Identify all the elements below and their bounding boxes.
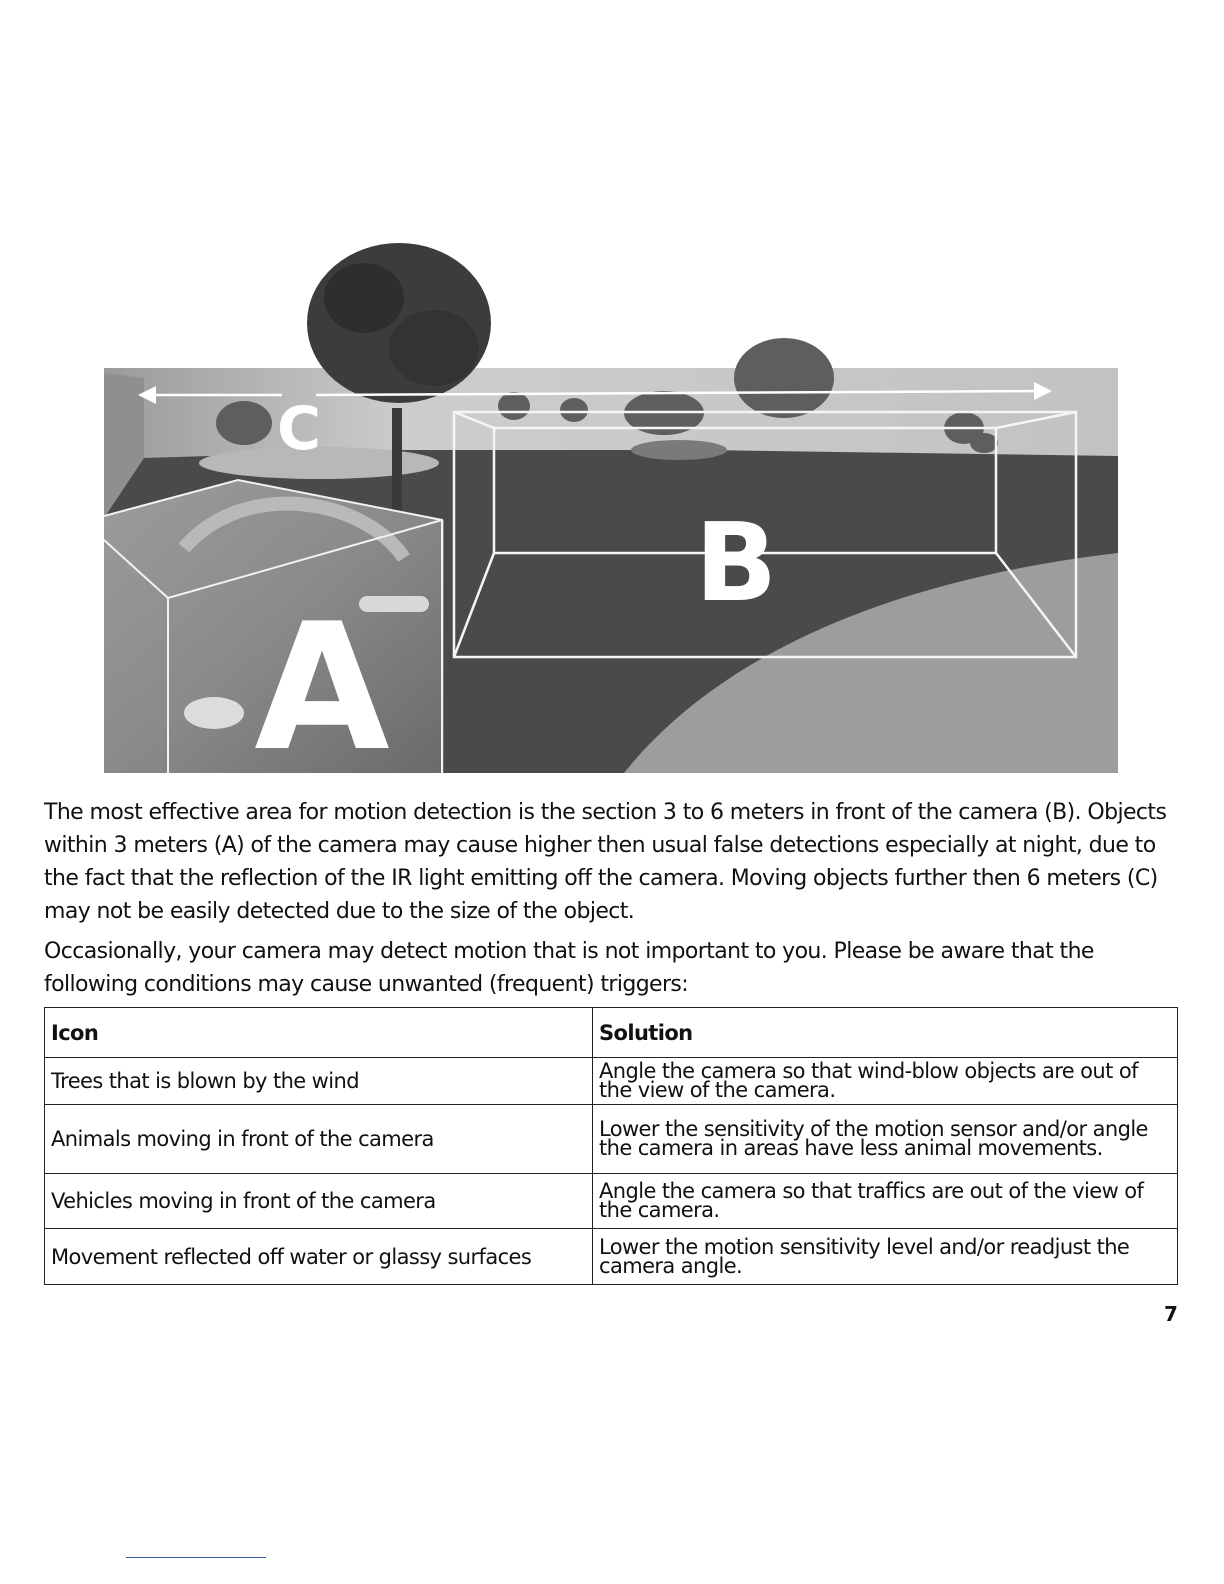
condition-cell: Animals moving in front of the camera: [45, 1105, 593, 1174]
solution-cell: Angle the camera so that wind-blow objects are out of the view of the camera.: [593, 1058, 1178, 1105]
condition-cell: Movement reflected off water or glassy surfaces: [45, 1229, 593, 1285]
table-header-row: [45, 1008, 1178, 1058]
condition-cell: Vehicles moving in front of the camera: [45, 1174, 593, 1229]
zone-b-label: B: [694, 501, 778, 626]
page-number: 7: [1164, 1302, 1178, 1326]
icon-column-header: Icon: [45, 1008, 593, 1058]
solution-cell: Lower the motion sensitivity level and/or readjust the camera angle.: [593, 1229, 1178, 1285]
condition-cell: Trees that is blown by the wind: [45, 1058, 593, 1105]
unwanted-triggers-paragraph: Occasionally, your camera may detect motion that is not important to you. Please be aware that the following conditions may cause unwanted (frequent) triggers:: [44, 939, 1094, 997]
backyard-scene: [104, 228, 1118, 773]
zone-c-label: C: [276, 394, 322, 464]
footer-divider: [126, 1557, 266, 1558]
solution-cell: Lower the sensitivity of the motion sensor and/or angle the camera in areas have less animal movements.: [593, 1105, 1178, 1174]
table-row: [45, 1105, 1178, 1174]
detection-zones-illustration: [104, 228, 1118, 773]
trigger-conditions-table: [44, 1007, 1178, 1285]
table-row: [45, 1229, 1178, 1285]
solution-cell: Angle the camera so that traffics are out of the view of the camera.: [593, 1174, 1178, 1229]
solution-column-header: Solution: [593, 1008, 1178, 1058]
zone-a-label: A: [254, 587, 390, 773]
detection-area-paragraph: The most effective area for motion detection is the section 3 to 6 meters in front of the camera (B). Objects within 3 meters (A) of the camera may cause higher then usual false detections especially at night, due to the fact that the reflection of the IR light emitting off the camera. Moving objects further then 6 meters (C) may not be easily detected due to the size of the object.: [44, 800, 1167, 924]
table-row: [45, 1058, 1178, 1105]
planter: [631, 440, 727, 460]
table-row: [45, 1174, 1178, 1229]
